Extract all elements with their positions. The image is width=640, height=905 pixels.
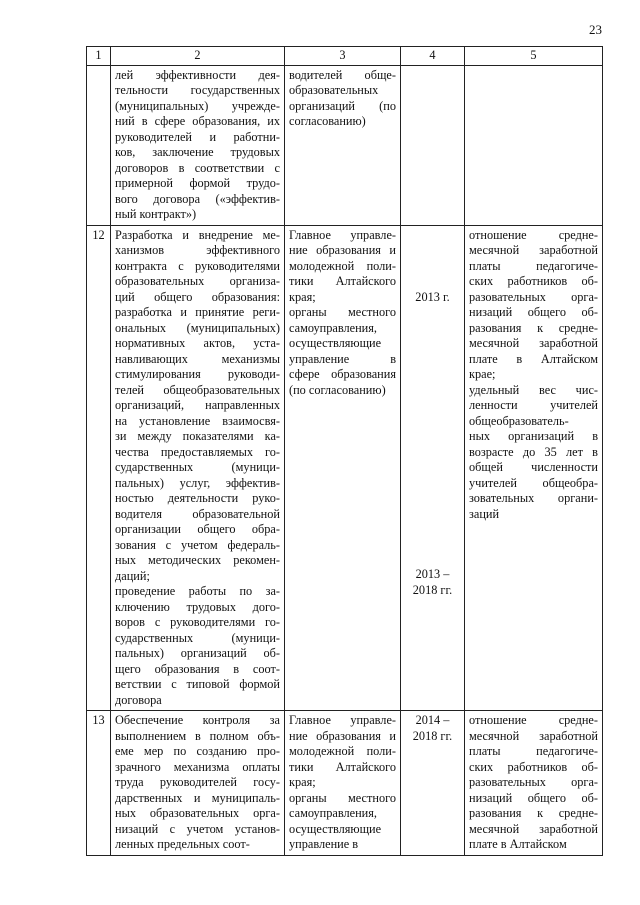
text-line: (по согласованию) bbox=[289, 382, 386, 397]
text-line: разования к средне- bbox=[469, 320, 598, 335]
text-line: общей численности bbox=[469, 460, 598, 474]
measure-cell bbox=[111, 225, 285, 711]
text-line: ный контракт») bbox=[115, 207, 197, 221]
text-line: (муниципальных) учрежде- bbox=[115, 98, 280, 113]
text-line: согласованию) bbox=[289, 114, 366, 128]
text-line: воров с руководителями го- bbox=[115, 615, 280, 629]
text-line: зи между показателями ка- bbox=[115, 429, 280, 443]
text-line: ханизмов эффективного bbox=[115, 243, 280, 257]
row-number-cell bbox=[87, 65, 111, 225]
text-line: Разработка и внедрение ме- bbox=[115, 227, 280, 242]
text-line: образовательных организа- bbox=[115, 274, 280, 288]
deadline-cell bbox=[401, 225, 465, 711]
text-line: Главное управле- bbox=[289, 713, 396, 727]
text-line: платы педагогиче- bbox=[469, 258, 598, 273]
table-row bbox=[87, 711, 603, 856]
text-line: щего образования в соот- bbox=[115, 661, 280, 676]
column-header-4: 4 bbox=[401, 47, 465, 66]
text-line: ние образования и bbox=[289, 728, 396, 743]
text-line: разработка и принятие реги- bbox=[115, 305, 280, 319]
text-line: Обеспечение контроля за bbox=[115, 713, 280, 727]
text-line: удельный вес чис- bbox=[469, 382, 598, 397]
text-line: дарственных и муниципаль- bbox=[115, 790, 280, 805]
text-line: руководителей и работни- bbox=[115, 129, 280, 144]
text-line: низаций общего об- bbox=[469, 305, 598, 319]
row-number-cell: 12 bbox=[87, 225, 111, 711]
deadline-text: 2013 – bbox=[415, 567, 450, 581]
text-line: ключению трудовых дого- bbox=[115, 599, 280, 614]
executor-cell bbox=[285, 711, 401, 856]
text-line: плате в Алтайском bbox=[469, 351, 598, 366]
text-line: самоуправления, bbox=[289, 320, 377, 335]
text-line: ных организаций в bbox=[469, 429, 598, 443]
text-line: организаций, направленных bbox=[115, 398, 280, 412]
text-line: общеобразователь- bbox=[469, 413, 569, 428]
deadline-text: 2013 г. bbox=[415, 289, 450, 304]
text-line: зовательных органи- bbox=[469, 491, 598, 505]
text-line: сударственных (муници- bbox=[115, 630, 280, 645]
text-line: даций; bbox=[115, 568, 150, 583]
executor-cell bbox=[285, 65, 401, 225]
table-row bbox=[87, 65, 603, 225]
text-line: организации общего обра- bbox=[115, 522, 280, 536]
text-line: ний в сфере образования, их bbox=[115, 114, 280, 128]
table-header-row bbox=[87, 47, 603, 66]
text-line: разования к средне- bbox=[469, 806, 598, 820]
text-line: труда руководителей госу- bbox=[115, 775, 280, 789]
text-line: края; bbox=[289, 775, 316, 789]
text-line: ных методических рекомен- bbox=[115, 553, 280, 567]
text-line: нормативных актов, уста- bbox=[115, 336, 280, 350]
text-line: образовательных bbox=[289, 83, 379, 97]
deadline-cell bbox=[401, 711, 465, 856]
text-line: тельности государственных bbox=[115, 83, 280, 97]
text-line: молодежной поли- bbox=[289, 744, 396, 758]
text-line: ских работников об- bbox=[469, 759, 598, 774]
text-line: пальных) организаций об- bbox=[115, 646, 280, 660]
text-line: осуществляющие bbox=[289, 821, 382, 836]
text-line: водителей обще- bbox=[289, 67, 396, 82]
text-line: плате в Алтайском bbox=[469, 837, 567, 851]
text-line: на установление взаимосвя- bbox=[115, 413, 280, 428]
text-line: ние образования и bbox=[289, 243, 396, 257]
text-line: месячной заработной bbox=[469, 336, 598, 350]
page-number: 23 bbox=[589, 22, 602, 37]
column-header-2: 2 bbox=[111, 47, 285, 66]
indicator-cell bbox=[465, 65, 603, 225]
column-header-3: 3 bbox=[285, 47, 401, 66]
text-line: разовательных орга- bbox=[469, 289, 598, 304]
text-line: органы местного bbox=[289, 305, 396, 319]
text-line: контракта с руководителями bbox=[115, 258, 280, 273]
table-row bbox=[87, 225, 603, 711]
executor-cell bbox=[285, 225, 401, 711]
text-line: еме мер по созданию про- bbox=[115, 744, 280, 758]
text-line: учителей общеобра- bbox=[469, 475, 598, 490]
text-line: вого договора («эффектив- bbox=[115, 191, 280, 206]
text-line: пальных) услуг, эффектив- bbox=[115, 475, 280, 490]
indicator-cell bbox=[465, 225, 603, 711]
deadline-text: 2014 – bbox=[415, 713, 450, 727]
text-line: заций bbox=[469, 506, 500, 521]
text-line: отношение средне- bbox=[469, 713, 598, 727]
measure-cell bbox=[111, 711, 285, 856]
text-line: ков, заключение трудовых bbox=[115, 145, 280, 159]
text-line: лей эффективности дея- bbox=[115, 67, 280, 82]
text-line: чества предоставляемых го- bbox=[115, 444, 280, 459]
text-line: крае; bbox=[469, 367, 496, 381]
text-line: месячной заработной bbox=[469, 243, 598, 257]
text-line: ветствии с типовой формой bbox=[115, 677, 280, 691]
text-line: низаций общего об- bbox=[469, 790, 598, 805]
deadline-text: 2018 гг. bbox=[412, 582, 453, 597]
text-line: месячной заработной bbox=[469, 821, 598, 836]
column-header-5: 5 bbox=[465, 47, 603, 66]
text-line: договоров в соответствии с bbox=[115, 160, 280, 175]
row-number-cell: 13 bbox=[87, 711, 111, 856]
text-line: ских работников об- bbox=[469, 274, 598, 288]
text-line: тики Алтайского bbox=[289, 759, 396, 774]
text-line: сфере образования bbox=[289, 367, 396, 381]
text-line: ностью деятельности руко- bbox=[115, 491, 280, 505]
text-line: организаций (по bbox=[289, 98, 396, 113]
text-line: края; bbox=[289, 289, 316, 304]
text-line: управление в bbox=[289, 351, 396, 366]
text-line: навливающих механизмы bbox=[115, 351, 280, 366]
indicator-cell bbox=[465, 711, 603, 856]
text-line: месячной заработной bbox=[469, 728, 598, 743]
text-line: тики Алтайского bbox=[289, 274, 396, 288]
column-header-1: 1 bbox=[87, 47, 111, 66]
text-line: водителя образовательной bbox=[115, 506, 280, 521]
text-line: ций общего образования: bbox=[115, 289, 280, 304]
text-line: зрачного механизма оплаты bbox=[115, 759, 280, 774]
text-line: самоуправления, bbox=[289, 806, 377, 820]
text-line: стимулирования руководи- bbox=[115, 367, 280, 381]
text-line: молодежной поли- bbox=[289, 258, 396, 273]
text-line: платы педагогиче- bbox=[469, 744, 598, 758]
text-line: проведение работы по за- bbox=[115, 584, 280, 598]
measure-cell bbox=[111, 65, 285, 225]
measures-table bbox=[86, 46, 603, 856]
text-line: сударственных (муници- bbox=[115, 460, 280, 474]
text-line: зования с учетом федераль- bbox=[115, 537, 280, 552]
text-line: договора bbox=[115, 692, 162, 707]
text-line: низаций с учетом установ- bbox=[115, 821, 280, 836]
text-line: разовательных орга- bbox=[469, 775, 598, 789]
deadline-cell bbox=[401, 65, 465, 225]
text-line: органы местного bbox=[289, 790, 396, 805]
deadline-text: 2018 гг. bbox=[412, 728, 453, 743]
text-line: осуществляющие bbox=[289, 336, 382, 350]
text-line: ных образовательных орга- bbox=[115, 806, 280, 820]
text-line: выполнением в полном объ- bbox=[115, 728, 280, 743]
text-line: управление в bbox=[289, 837, 359, 851]
text-line: примерной формой трудо- bbox=[115, 176, 280, 190]
text-line: ленности учителей bbox=[469, 398, 598, 412]
text-line: отношение средне- bbox=[469, 227, 598, 242]
text-line: возрасте до 35 лет в bbox=[469, 444, 598, 459]
text-line: ональных (муниципальных) bbox=[115, 320, 280, 335]
text-line: ленных предельных соот- bbox=[115, 837, 250, 851]
text-line: Главное управле- bbox=[289, 227, 396, 242]
text-line: телей общеобразовательных bbox=[115, 382, 280, 397]
